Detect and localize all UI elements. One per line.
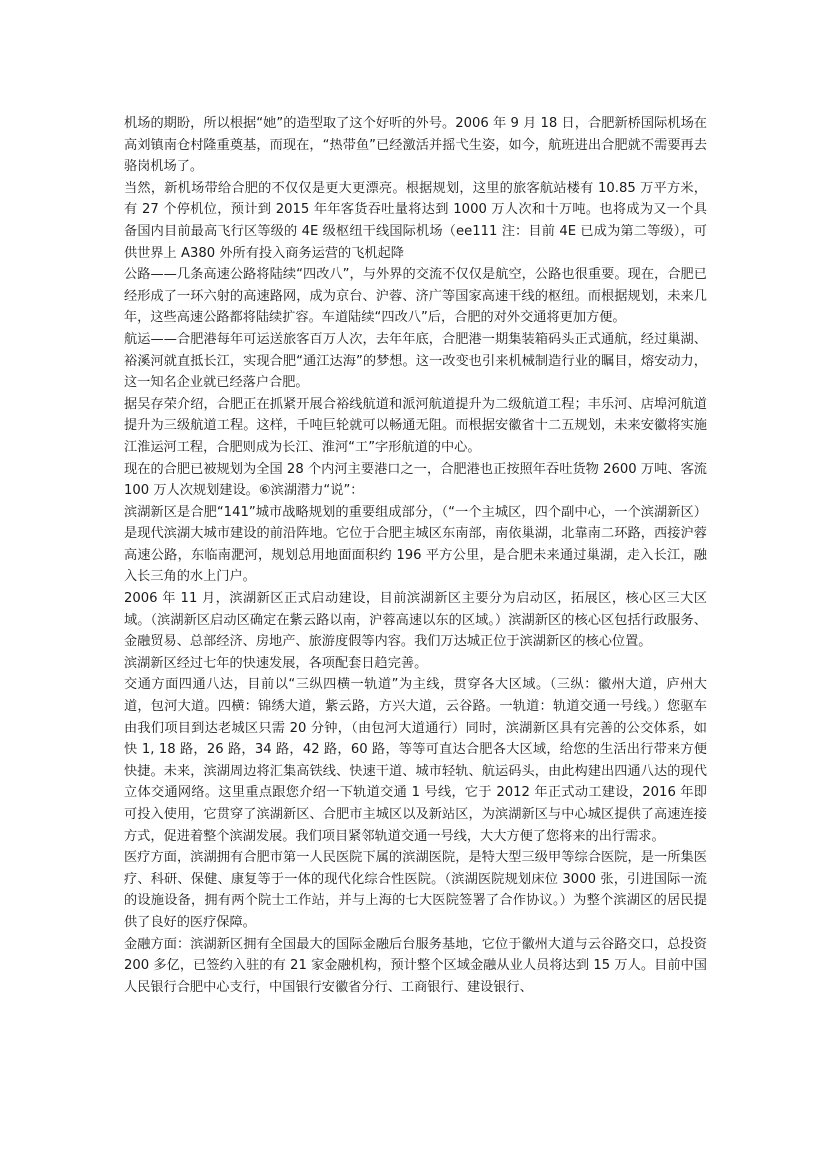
paragraph-airport-nickname: 机场的期盼，所以根据“她”的造型取了这个好听的外号。2006 年 9 月 18 日，合肥新桥国际机场在高刘镇南仓村隆重奠基，而现在，“热带鱼”已经激活并摇弋生姿，如今，航班进出合肥就不需要再去骆岗机场了。 <box>124 116 707 175</box>
paragraph-development: 滨湖新区经过七年的快速发展，各项配套日趋完善。 <box>124 655 428 671</box>
paragraph-new-airport-plan: 当然，新机场带给合肥的不仅仅是更大更漂亮。根据规划，这里的旅客航站楼有 10.85 万平方米，有 27 个停机位，预计到 2015 年年客货吞吐量将达到 1000 万人次和十万吨。也将成为又一个具备国内目前最高飞行区等级的 4E 级枢纽干线国际机场（ee111 注：目前 4E 已成为第二等级），可供世界上 A380 外所有投入商务运营的飞机起降 <box>124 180 707 261</box>
paragraph-finance: 金融方面：滨湖新区拥有全国最大的国际金融后台服务基地，它位于徽州大道与云谷路交口，总投资 200 多亿，已签约入驻的有 21 家金融机构，预计整个区域金融从业人员将达到 15 万人。目前中国人民银行合肥中心支行，中国银行安徽省分行、工商银行、建设银行、 <box>124 936 707 995</box>
paragraph-transport: 交通方面四通八达，目前以“三纵四横一轨道”为主线，贯穿各大区域。（三纵：徽州大道，庐州大道，包河大道。四横：锦绣大道，紫云路，方兴大道，云谷路。一轨道：轨道交通一号线。）您驱车由我们项目到达老城区只需 20 分钟，（由包河大道通行）同时，滨湖新区具有完善的公交体系，如快 1, 18 路，26 路，34 路，42 路，60 路，等等可直达合肥各大区域，给您的生活出行带来方便快捷。未来，滨湖周边将汇集高铁线、快速干道、城市轻轨、航运码头，由此构建出四通八达的现代立体交通网络。这里重点跟您介绍一下轨道交通 1 号线，它于 2012 年正式动工建设，2016 年即可投入使用，它贯穿了滨湖新区、合肥市主城区以及新站区，为滨湖新区与中心城区提供了高速连接方式，促进着整个滨湖发展。我们项目紧邻轨道交通一号线，大大方便了您将来的出行需求。 <box>124 677 707 844</box>
paragraph-inland-port: 现在的合肥已被规划为全国 28 个内河主要港口之一，合肥港也正按照年吞吐货物 2600 万吨、客流 100 万人次规划建设。⑥滨湖潜力“说”： <box>124 461 707 499</box>
paragraph-highways: 公路——几条高速公路将陆续“四改八”，与外界的交流不仅仅是航空，公路也很重要。现在，合肥已经形成了一环六射的高速路网，成为京台、沪蓉、济广等国家高速干线的枢纽。而根据规划，未来几年，这些高速公路都将陆续扩容。车道陆续“四改八”后，合肥的对外交通将更加方便。 <box>124 267 707 326</box>
paragraph-waterways: 据吴存荣介绍，合肥正在抓紧开展合裕线航道和派河航道提升为二级航道工程；丰乐河、店埠河航道提升为三级航道工程。这样，千吨巨轮就可以畅通无阻。而根据安徽省十二五规划，未来安徽将实施江淮运河工程，合肥则成为长江、淮河“工”字形航道的中心。 <box>124 396 707 455</box>
paragraph-binhu-district: 滨湖新区是合肥“141”城市战略规划的重要组成部分，（“一个主城区，四个副中心，一个滨湖新区）是现代滨湖大城市建设的前沿阵地。它位于合肥主城区东南部，南依巢湖，北靠南二环路，西接沪蓉高速公路，东临南淝河，规划总用地面面积约 196 平方公里，是合肥未来通过巢湖，走入长江，融入长三角的水上门户。 <box>124 504 707 585</box>
paragraph-shipping: 航运——合肥港每年可运送旅客百万人次，去年年底，合肥港一期集装箱码头正式通航，经过巢湖、裕溪河就直抵长江，实现合肥“通江达海”的梦想。这一改变也引来机械制造行业的瞩目，熔安动力，这一知名企业就已经落户合肥。 <box>124 331 707 391</box>
paragraph-medical: 医疗方面，滨湖拥有合肥市第一人民医院下属的滨湖医院，是特大型三级甲等综合医院，是一所集医疗、科研、保健、康复等于一体的现代化综合性医院。（滨湖医院规划床位 3000 张，引进国际一流的设施设备，拥有两个院士工作站，并与上海的七大医院签署了合作协议。）为整个滨湖区的居民提供了良好的医疗保障。 <box>124 850 707 930</box>
paragraph-binhu-construction: 2006 年 11 月，滨湖新区正式启动建设，目前滨湖新区主要分为启动区，拓展区，核心区三大区域。（滨湖新区启动区确定在紫云路以南，沪蓉高速以东的区域。）滨湖新区的核心区包括行政服务、金融贸易、总部经济、房地产、旅游度假等内容。我们万达城正位于滨湖新区的核心位置。 <box>124 591 707 650</box>
document-body <box>124 113 707 998</box>
